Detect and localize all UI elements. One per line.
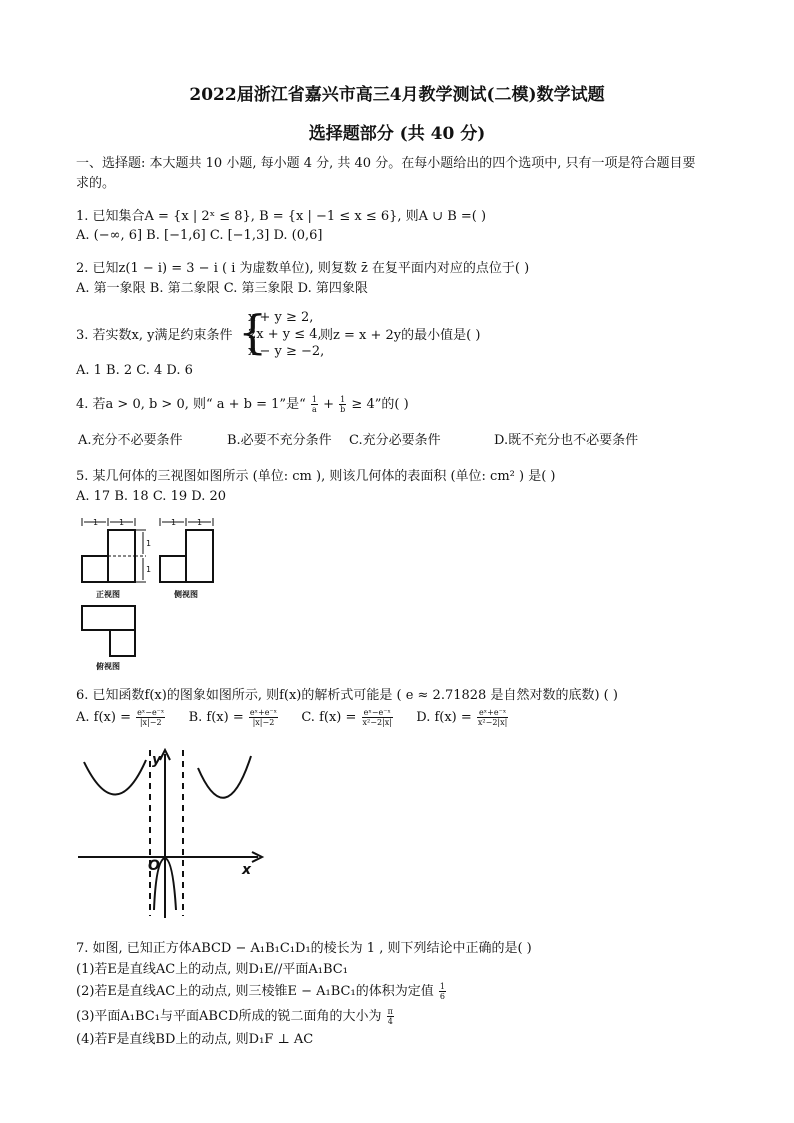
constraint-2: 2x + y ≤ 4, xyxy=(248,327,322,342)
front-view xyxy=(82,518,146,582)
fraction-1-over-b xyxy=(339,395,346,414)
brace-symbol: { xyxy=(238,305,268,359)
fraction-one-sixth xyxy=(439,982,446,1001)
function-graph xyxy=(76,748,266,920)
question-6-options xyxy=(76,708,509,727)
question-2-stem: 2. 已知z(1 − i) = 3 − i ( i 为虚数单位), 则复数 z̄ 在复平面内对应的点位于( ) xyxy=(76,261,530,276)
question-7-stem: 7. 如图, 已知正方体ABCD − A₁B₁C₁D₁的棱长为 1 , 则下列结论中正确的是( ) xyxy=(76,941,532,956)
instructions-line-1: 一、选择题: 本大题共 10 小题, 每小题 4 分, 共 40 分。在每小题给出的四个选项中, 只有一项是符合题目要 xyxy=(76,156,696,171)
q4-stem-b: ≥ 4”的( ) xyxy=(351,397,409,412)
dim-label: 1 xyxy=(146,539,152,548)
page-title: 2022届浙江省嘉兴市高三4月教学测试(二模)数学试题 xyxy=(189,85,605,105)
question-6-stem: 6. 已知函数f(x)的图象如图所示, 则f(x)的解析式可能是 ( e ≈ 2.71828 是自然对数的底数) ( ) xyxy=(76,688,618,703)
question-4-option-a: A.充分不必要条件 xyxy=(78,433,183,448)
top-view xyxy=(82,606,135,656)
frac-denominator: x²−2|x| xyxy=(477,718,508,727)
q4-stem-a: 4. 若a > 0, b > 0, 则“ a + b = 1”是“ xyxy=(76,397,306,412)
question-4-option-d: D.既不充分也不必要条件 xyxy=(494,433,639,448)
frac-denominator: 6 xyxy=(439,992,445,1001)
frac-denominator: x²−2|x| xyxy=(362,718,392,727)
question-7-statement-1: (1)若E是直线AC上的动点, 则D₁E//平面A₁BC₁ xyxy=(76,962,348,977)
instructions-line-2: 求的。 xyxy=(76,176,116,191)
x-axis-label: x xyxy=(242,862,252,878)
question-7-statement-3 xyxy=(76,1007,395,1026)
option-d-fraction xyxy=(477,708,508,727)
frac-numerator: 1 xyxy=(311,395,317,404)
dim-label: 1 xyxy=(119,518,125,527)
option-b-prefix: B. f(x) = xyxy=(188,710,244,725)
frac-denominator: |x|−2 xyxy=(139,718,162,727)
question-4-option-c: C.充分必要条件 xyxy=(349,433,441,448)
option-c-prefix: C. f(x) = xyxy=(301,710,357,725)
section-title: 选择题部分 (共 40 分) xyxy=(308,124,486,144)
question-3-prefix: 3. 若实数x, y满足约束条件 xyxy=(76,328,233,343)
question-1-options: A. (−∞, 6] B. [−1,6] C. [−1,3] D. (0,6] xyxy=(76,228,323,243)
side-view xyxy=(160,518,213,582)
statement-3-text: (3)平面A₁BC₁与平面ABCD所成的锐二面角的大小为 xyxy=(76,1009,382,1024)
frac-numerator: eˣ+e⁻ˣ xyxy=(477,708,508,718)
question-5-options: A. 17 B. 18 C. 19 D. 20 xyxy=(76,489,227,504)
frac-numerator: eˣ−e⁻ˣ xyxy=(137,708,165,717)
dim-label: 1 xyxy=(197,518,203,527)
question-3-suffix: 则z = x + 2y的最小值是( ) xyxy=(320,328,481,343)
question-4-stem xyxy=(76,395,409,414)
side-view-label: 侧视图 xyxy=(174,590,198,599)
frac-denominator: a xyxy=(312,405,317,414)
question-5-stem: 5. 某几何体的三视图如图所示 (单位: cm ), 则该几何体的表面积 (单位: cm² ) 是( ) xyxy=(76,469,556,484)
option-b-fraction xyxy=(249,708,278,727)
three-view-figure xyxy=(74,512,234,674)
frac-numerator: eˣ+e⁻ˣ xyxy=(249,708,278,717)
frac-numerator: eˣ−e⁻ˣ xyxy=(362,708,393,718)
question-7-statement-2 xyxy=(76,982,447,1001)
option-a-fraction xyxy=(136,708,165,727)
fraction-1-over-a xyxy=(311,395,318,414)
frac-numerator: 1 xyxy=(439,982,445,991)
frac-denominator: b xyxy=(340,405,346,414)
origin-label: O xyxy=(148,858,160,874)
option-c-fraction xyxy=(362,708,393,727)
y-axis-label: y xyxy=(152,752,162,768)
question-2-options: A. 第一象限 B. 第二象限 C. 第三象限 D. 第四象限 xyxy=(76,281,368,296)
constraint-1: x + y ≥ 2, xyxy=(248,310,314,325)
question-7-statement-4: (4)若F是直线BD上的动点, 则D₁F ⊥ AC xyxy=(76,1032,314,1047)
question-4-option-b: B.必要不充分条件 xyxy=(227,433,332,448)
constraint-3: x − y ≥ −2, xyxy=(248,344,325,359)
front-view-label: 正视图 xyxy=(96,590,120,599)
dim-label: 1 xyxy=(171,518,177,527)
question-3-options: A. 1 B. 2 C. 4 D. 6 xyxy=(76,363,193,378)
plus-sign: + xyxy=(323,397,335,412)
left-branch xyxy=(84,760,146,795)
option-d-prefix: D. f(x) = xyxy=(416,710,472,725)
dim-label: 1 xyxy=(93,518,99,527)
statement-2-text: (2)若E是直线AC上的动点, 则三棱锥E − A₁BC₁的体积为定值 xyxy=(76,984,434,999)
question-1-stem: 1. 已知集合A = {x | 2ˣ ≤ 8}, B = {x | −1 ≤ x ≤ 6}, 则A ∪ B =( ) xyxy=(76,209,487,224)
right-branch xyxy=(198,756,251,798)
frac-numerator: 1 xyxy=(340,395,346,404)
top-view-label: 俯视图 xyxy=(96,662,120,671)
dim-label: 1 xyxy=(146,565,152,574)
frac-numerator: π xyxy=(387,1007,393,1016)
frac-denominator: |x|−2 xyxy=(252,718,275,727)
fraction-pi-over-four xyxy=(387,1007,394,1026)
option-a-prefix: A. f(x) = xyxy=(76,710,131,725)
frac-denominator: 4 xyxy=(387,1017,393,1026)
